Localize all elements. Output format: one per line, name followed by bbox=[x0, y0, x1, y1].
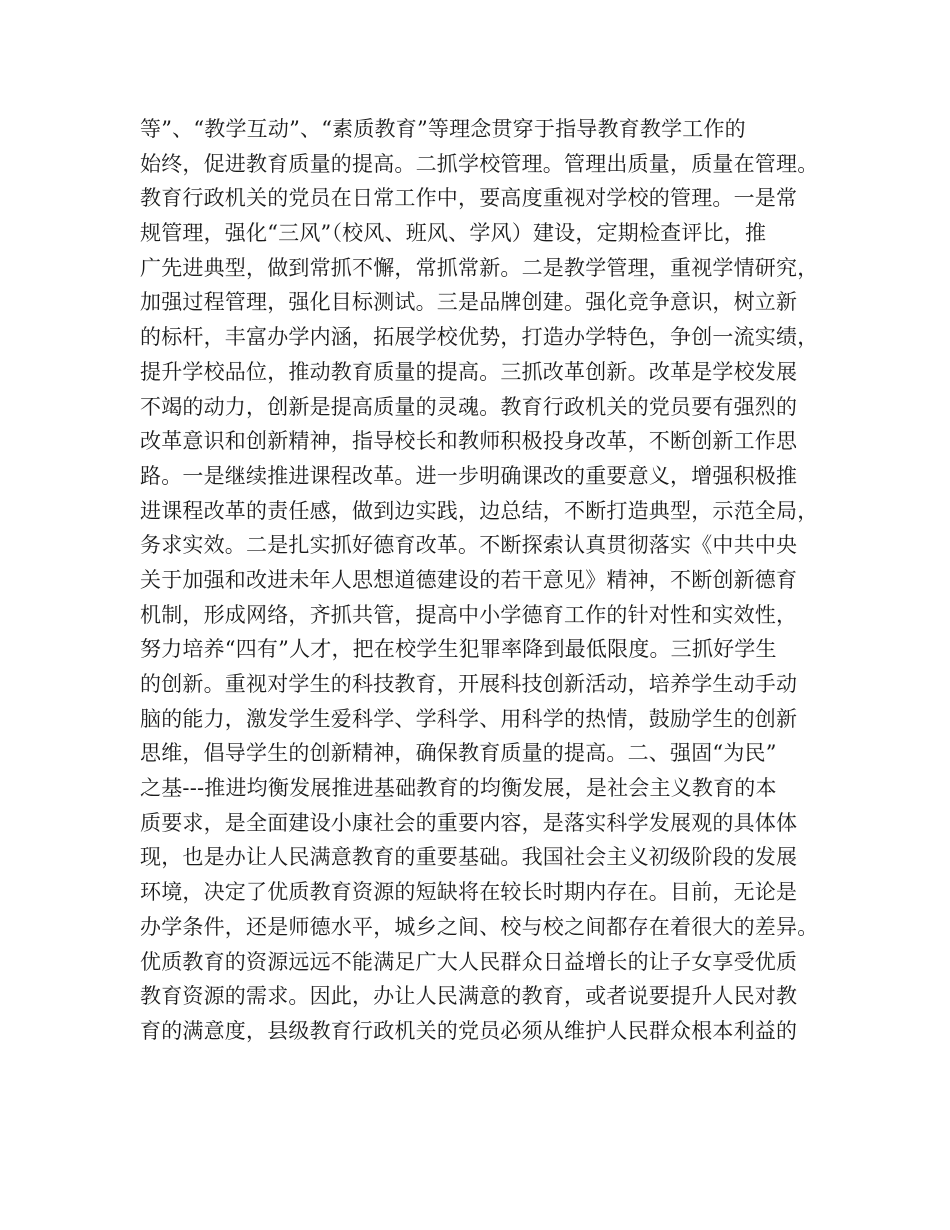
text-line: 育的满意度，县级教育行政机关的党员必须从维护人民群众根本利益的 bbox=[140, 1018, 798, 1043]
text-line: 现，也是办让人民满意教育的重要基础。我国社会主义初级阶段的发展 bbox=[140, 845, 798, 870]
text-line: 思维，倡导学生的创新精神，确保教育质量的提高。二、强固“为民” bbox=[140, 741, 777, 766]
text-line: 路。一是继续推进课程改革。进一步明确课改的重要意义，增强积极推 bbox=[140, 463, 798, 488]
text-line: 脑的能力，激发学生爱科学、学科学、用科学的热情，鼓励学生的创新 bbox=[140, 706, 798, 731]
text-line: 始终，促进教育质量的提高。二抓学校管理。管理出质量，质量在管理。 bbox=[140, 151, 819, 176]
text-line: 的标杆，丰富办学内涵，拓展学校优势，打造办学特色，争创一流实绩， bbox=[140, 325, 819, 350]
text-line: 机制，形成网络，齐抓共管，提高中小学德育工作的针对性和实效性， bbox=[140, 602, 798, 627]
text-line: 教育资源的需求。因此，办让人民满意的教育，或者说要提升人民对教 bbox=[140, 984, 798, 1009]
text-line: 的创新。重视对学生的科技教育，开展科技创新活动，培养学生动手动 bbox=[140, 672, 798, 696]
text-line: 环境，决定了优质教育资源的短缺将在较长时期内存在。目前，无论是 bbox=[140, 880, 798, 905]
text-line: 办学条件，还是师德水平，城乡之间、校与校之间都存在着很大的差异。 bbox=[140, 914, 819, 939]
text-line: 教育行政机关的党员在日常工作中，要高度重视对学校的管理。一是常 bbox=[140, 186, 798, 211]
body-text bbox=[140, 112, 830, 1049]
text-line: 加强过程管理，强化目标测试。三是品牌创建。强化竞争意识，树立新 bbox=[140, 290, 798, 315]
text-line: 等”、“教学互动”、“素质教育”等理念贯穿于指导教育教学工作的 bbox=[140, 117, 746, 141]
text-line: 进课程改革的责任感，做到边实践，边总结，不断打造典型，示范全局， bbox=[140, 498, 819, 523]
text-line: 努力培养“四有”人才，把在校学生犯罪率降到最低限度。三抓好学生 bbox=[140, 637, 777, 662]
text-line: 关于加强和改进未年人思想道德建设的若干意见》精神，不断创新德育 bbox=[140, 567, 798, 592]
text-line: 不竭的动力，创新是提高质量的灵魂。教育行政机关的党员要有强烈的 bbox=[140, 394, 798, 419]
text-line: 之基---推进均衡发展推进基础教育的均衡发展，是社会主义教育的本 bbox=[140, 776, 777, 801]
text-line: 规管理，强化“三风”（校风、班风、学风）建设，定期检查评比，推 bbox=[140, 221, 767, 246]
text-line: 质要求，是全面建设小康社会的重要内容，是落实科学发展观的具体体 bbox=[140, 810, 798, 835]
text-line: 提升学校品位，推动教育质量的提高。三抓改革创新。改革是学校发展 bbox=[140, 359, 798, 384]
text-line: 优质教育的资源远远不能满足广大人民群众日益增长的让子女享受优质 bbox=[140, 949, 798, 974]
text-line: 改革意识和创新精神，指导校长和教师积极投身改革，不断创新工作思 bbox=[140, 429, 798, 454]
text-line: 务求实效。二是扎实抓好德育改革。不断探索认真贯彻落实《中共中央 bbox=[140, 533, 798, 558]
text-line: 广先进典型，做到常抓不懈，常抓常新。二是教学管理，重视学情研究， bbox=[140, 255, 819, 280]
